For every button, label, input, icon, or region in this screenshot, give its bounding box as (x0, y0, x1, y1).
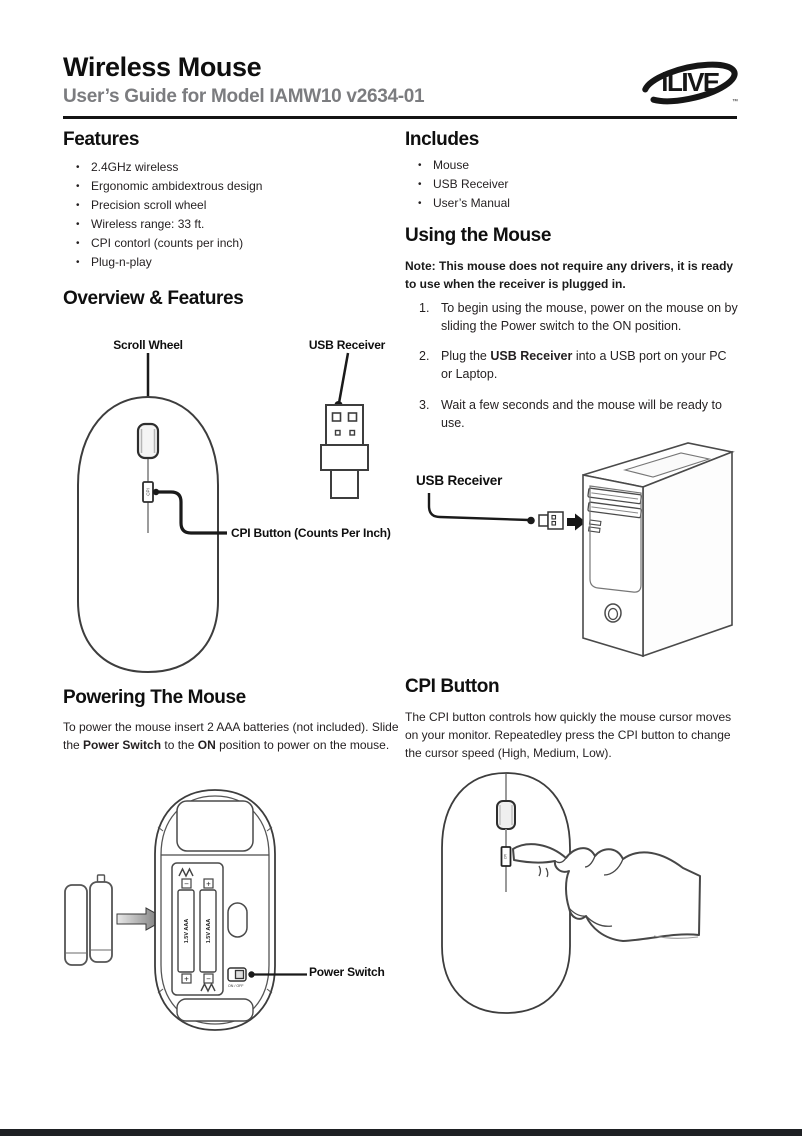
list-item: • Precision scroll wheel (63, 196, 393, 215)
mouse-top-diagram (60, 335, 395, 680)
list-item: • Wireless range: 33 ft. (63, 215, 393, 234)
cpi-button-label: CPI Button (Counts Per Inch) (231, 526, 391, 540)
overview-heading: Overview & Features (63, 288, 244, 309)
step-number: 3. (419, 397, 430, 412)
cpi-button-tiny-text: CPI (503, 853, 508, 860)
footer-bar (0, 1129, 802, 1136)
list-item: • Plug-n-play (63, 253, 393, 272)
step-item (419, 396, 741, 432)
minus-mark: − (206, 974, 211, 984)
logo-tm: ™ (732, 99, 738, 105)
minus-mark: − (184, 879, 189, 889)
power-switch-bold: Power Switch (83, 738, 162, 752)
battery-label: 1.5V AAA (184, 918, 190, 944)
scroll-wheel-label: Scroll Wheel (113, 338, 183, 352)
powering-paragraph (63, 718, 399, 754)
step-text-part: into a USB port on your PC or Laptop. (441, 349, 727, 382)
powering-heading: Powering The Mouse (63, 687, 246, 708)
step-text-part: To begin using the mouse, power on the mouse on by sliding the Power switch to the ON position. (441, 301, 738, 334)
ilive-logo (640, 55, 740, 109)
step-text (441, 347, 741, 383)
powering-text: to the (161, 738, 198, 752)
header-divider (63, 116, 737, 119)
step-text (441, 396, 741, 432)
step-text-part: Plug the (441, 349, 491, 364)
step-item (419, 347, 741, 383)
battery-label: 1.5V AAA (206, 918, 212, 944)
step-text (441, 299, 741, 335)
battery-install-diagram (55, 775, 395, 1050)
list-item: • 2.4GHz wireless (63, 158, 393, 177)
page-subtitle: User’s Guide for Model IAMW10 v2634-01 (63, 86, 425, 107)
step-number: 2. (419, 349, 430, 364)
step-text-bold: USB Receiver (490, 349, 573, 364)
includes-heading: Includes (405, 129, 479, 150)
list-item: • User’s Manual (405, 194, 735, 213)
using-heading: Using the Mouse (405, 225, 552, 246)
list-item: • USB Receiver (405, 175, 735, 194)
using-steps (405, 299, 741, 444)
powering-text: position to power on the mouse. (215, 738, 390, 752)
plus-mark: + (184, 974, 189, 984)
step-number: 1. (419, 301, 430, 315)
powering-text: To power the mouse insert 2 AAA batteries (not included). Slide the (63, 720, 399, 752)
on-bold: ON (197, 738, 216, 752)
cpi-button-tiny-text: CPI (145, 488, 151, 496)
power-switch-label: Power Switch (309, 965, 385, 979)
list-item: • Mouse (405, 156, 735, 175)
includes-list (405, 156, 735, 213)
features-heading: Features (63, 129, 140, 150)
cpi-paragraph: The CPI button controls how quickly the mouse cursor moves on your monitor. Repeatedley press the CPI button to change the cursor speed (High, Medium, Low). (405, 710, 732, 760)
step-item (419, 299, 741, 335)
list-item: • CPI contorl (counts per inch) (63, 234, 393, 253)
page-title: Wireless Mouse (63, 52, 262, 82)
logo-text: iLIVE (661, 67, 719, 97)
features-list (63, 158, 393, 272)
on-off-text: ON / OFF (228, 984, 244, 988)
usb-receiver-label-overview: USB Receiver (308, 338, 386, 352)
step-text-part: Wait a few seconds and the mouse will be ready to use. (441, 397, 722, 430)
list-item: • Ergonomic ambidextrous design (63, 177, 393, 196)
using-note: Note: This mouse does not require any drivers, it is ready to use when the receiver is plugged in. (405, 259, 734, 291)
cpi-heading: CPI Button (405, 676, 500, 697)
plus-mark: + (206, 879, 211, 889)
cpi-press-diagram (402, 768, 737, 1018)
usb-receiver-label-connect: USB Receiver (416, 473, 503, 488)
